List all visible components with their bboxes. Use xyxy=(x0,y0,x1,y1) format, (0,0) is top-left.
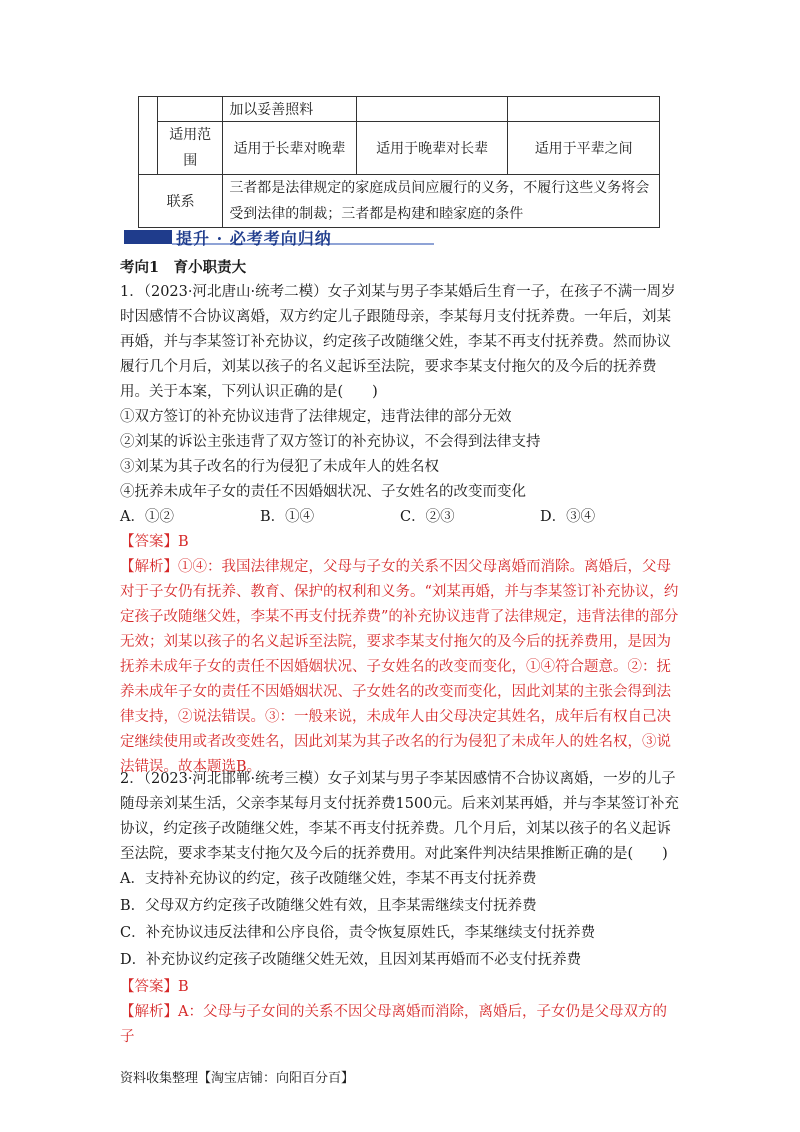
table-cell: 适用于晚辈对长辈 xyxy=(356,122,508,175)
table-cell-blank xyxy=(139,97,158,175)
question-2-option-b: B．父母双方约定孩子改随继父姓有效，且李某需继续支付抚养费 xyxy=(120,898,537,914)
table-cell-blank xyxy=(158,97,223,122)
topic-heading: 考向1 育小职责大 xyxy=(120,259,247,276)
table-row-label: 联系 xyxy=(139,175,223,228)
section-title: 提升 · 必考考向归纳 xyxy=(176,229,332,248)
comparison-table xyxy=(138,96,660,228)
question-2-option-a: A．支持补充协议的约定，孩子改随继父姓，李某不再支付抚养费 xyxy=(120,871,537,887)
table-cell: 适用于平辈之间 xyxy=(508,122,660,175)
question-1-item: ①双方签订的补充协议违背了法律规定，违背法律的部分无效 xyxy=(120,409,512,425)
question-2-option-c: C．补充协议违反法律和公序良俗，责令恢复原姓氏，李某继续支付抚养费 xyxy=(120,925,596,941)
table-cell: 加以妥善照料 xyxy=(223,97,357,122)
table-cell-blank xyxy=(356,97,508,122)
table-row xyxy=(139,175,660,228)
option-a: A．①② xyxy=(120,509,174,525)
question-1-stem: 1．（2023·河北唐山·统考二模）女子刘某与男子李某婚后生育一子，在孩子不满一周岁时因感情不合协议离婚，双方约定儿子跟随母亲，李某每月支付抚养费。一年后，刘某再婚，并与李某签订补充协议，约定孩子改随继父姓，李某不再支付抚养费。然而协议履行几个月后，刘某以孩子的名义起诉至法院，要求李某支付拖欠的及今后的抚养费用。关于本案，下列认识正确的是( ) xyxy=(120,284,676,400)
table-row-label: 适用范围 xyxy=(158,122,223,175)
option-b: B．①④ xyxy=(260,509,315,525)
question-1-item: ④抚养未成年子女的责任不因婚姻状况、子女姓名的改变而变化 xyxy=(120,484,526,500)
table-cell: 三者都是法律规定的家庭成员间应履行的义务，不履行这些义务将会受到法律的制裁；三者都是构建和睦家庭的条件 xyxy=(223,175,660,228)
option-c: C．②③ xyxy=(400,509,455,525)
table-cell-blank xyxy=(508,97,660,122)
section-banner xyxy=(124,226,434,246)
table-row xyxy=(139,122,660,175)
table-row xyxy=(139,97,660,122)
question-1-item: ③刘某为其子改名的行为侵犯了未成年人的姓名权 xyxy=(120,459,439,475)
option-d: D．③④ xyxy=(540,509,596,525)
table-cell: 适用于长辈对晚辈 xyxy=(223,122,357,175)
question-1-options xyxy=(120,505,680,530)
question-2-stem: 2．（2023·河北邯郸·统考三模）女子刘某与男子李某因感情不合协议离婚，一岁的儿子随母亲刘某生活，父亲李某每月支付抚养费1500元。后来刘某再婚，并与李某签订补充协议，约定孩子改随继父姓，李某不再支付抚养费。几个月后，刘某以孩子的名义起诉至法院，要求李某支付拖欠及今后的抚养费用。对此案件判决结果推断正确的是( ) xyxy=(120,771,679,862)
question-2-answer: 【答案】B xyxy=(120,979,189,995)
question-1-answer: 【答案】B xyxy=(120,534,189,550)
banner-bar-decoration xyxy=(124,230,172,244)
question-2-analysis: 【解析】A：父母与子女间的关系不因父母离婚而消除，离婚后，子女仍是父母双方的子 xyxy=(120,1004,667,1045)
page-footer: 资料收集整理【淘宝店铺：向阳百分百】 xyxy=(120,1071,355,1086)
question-1-item: ②刘某的诉讼主张违背了双方签订的补充协议，不会得到法律支持 xyxy=(120,434,541,450)
question-2-option-d: D．补充协议约定孩子改随继父姓无效，且因刘某再婚而不必支付抚养费 xyxy=(120,952,582,968)
question-1-analysis: 【解析】①④：我国法律规定，父母与子女的关系不因父母离婚而消除。离婚后，父母对于子女仍有抚养、教育、保护的权利和义务。“刘某再婚，并与李某签订补充协议，约定孩子改随继父姓，李某不再支付抚养费”的补充协议违背了法律规定，违背法律的部分无效；刘某以孩子的名义起诉至法院，要求李某支付拖欠的及今后的抚养费用，是因为抚养未成年子女的责任不因婚姻状况、子女姓名的改变而变化，①④符合题意。②：抚养未成年子女的责任不因婚姻状况、子女姓名的改变而变化，因此刘某的主张会得到法律支持，②说法错误。③：一般来说，未成年人由父母决定其姓名，成年后有权自己决定继续使用或者改变姓名，因此刘某为其子改名的行为侵犯了未成年人的姓名权，③说法错误。故本题选B。 xyxy=(120,559,679,775)
